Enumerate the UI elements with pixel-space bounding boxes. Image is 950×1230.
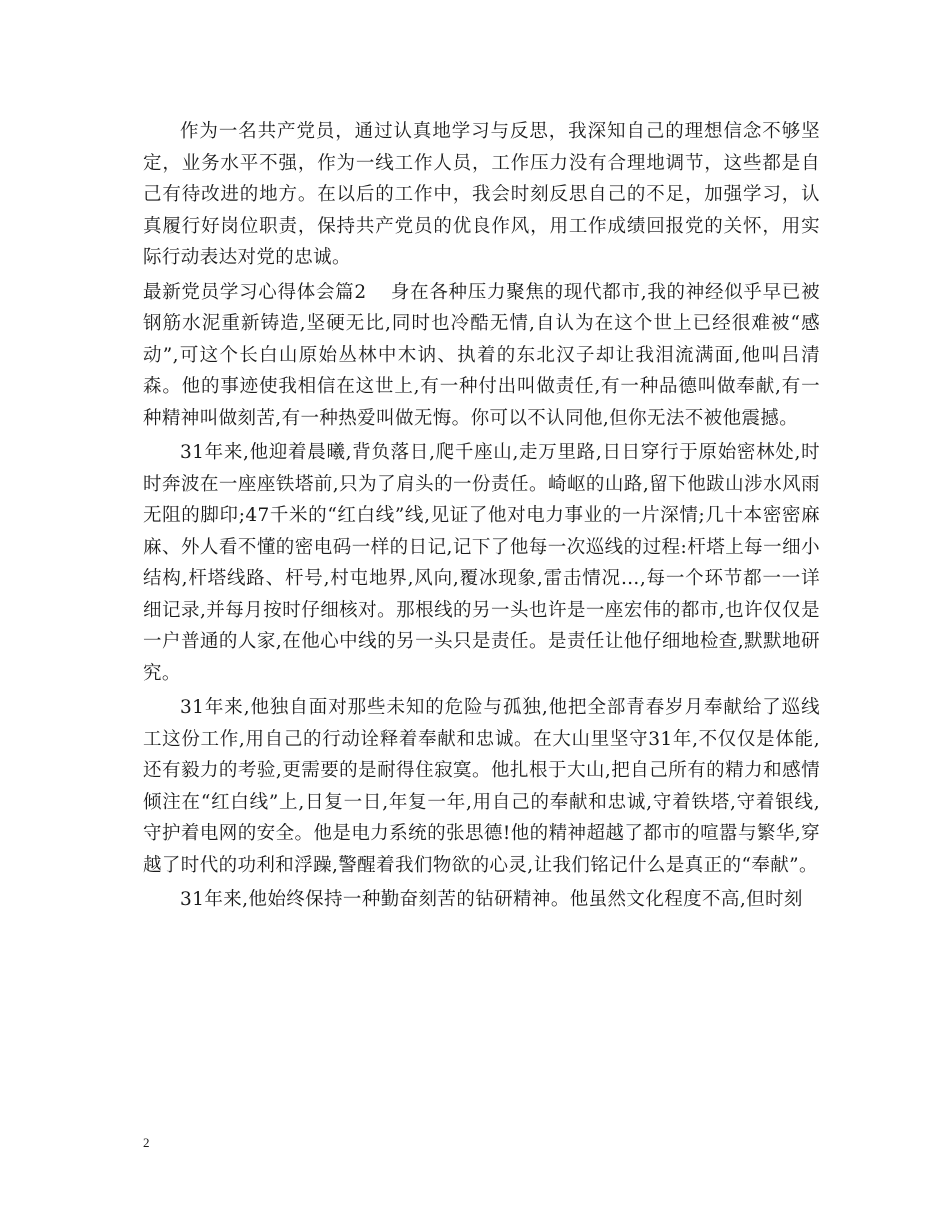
paragraph-text: 31年来,他独自面对那些未知的危险与孤独,他把全部青春岁月奉献给了巡线工这份工作,用自己的行动诠释着奉献和忠诚。在大山里坚守31年,不仅仅是体能,还有毅力的考验,更需要的是耐得住寂寞。他扎根于大山,把自己所有的精力和感情倾注在“红白线”上,日复一日,年复一年,用自己的奉献和忠诚,守着铁塔,守着银线,守护着电网的安全。他是电力系统的张思德!他的精神超越了都市的喧嚣与繁华,穿越了时代的功利和浮躁,警醒着我们物欲的心灵,让我们铭记什么是真正的“奉献”。 [143,697,820,876]
paragraph-reflection [143,116,820,274]
paragraph-31-years-dedication [143,692,820,881]
paragraph-text: 身在各种压力聚焦的现代都市,我的神经似乎早已被钢筋水泥重新铸造,坚硬无比,同时也冷酷无情,自认为在这个世上已经很难被“感动”,可这个长白山原始丛林中木讷、执着的东北汉子却让我泪流满面,他叫吕清森。他的事迹使我相信在这世上,有一种付出叫做责任,有一种品德叫做奉献,有一种精神叫做刻苦,有一种热爱叫做无悔。你可以不认同他,但你无法不被他震撼。 [143,281,820,429]
paragraph-31-years-study [143,884,820,916]
paragraph-text: 31年来,他迎着晨曦,背负落日,爬千座山,走万里路,日日穿行于原始密林处,时时奔波在一座座铁塔前,只为了肩头的一份责任。崎岖的山路,留下他跋山涉水风雨无阻的脚印;47千米的“红白线”线,见证了他对电力事业的一片深情;几十本密密麻麻、外人看不懂的密电码一样的日记,记下了他每一次巡线的过程:杆塔上每一细小结构,杆塔线路、杆号,村屯地界,风向,覆冰现象,雷击情况…,每一个环节都一一详细记录,并每月按时仔细核对。那根线的另一头也许是一座宏伟的都市,也许仅仅是一户普通的人家,在他心中线的另一头只是责任。是责任让他仔细地检查,默默地研究。 [143,442,820,684]
document-body [143,116,820,916]
page-number: 2 [143,1135,150,1150]
paragraph-text: 作为一名共产党员，通过认真地学习与反思，我深知自己的理想信念不够坚定，业务水平不强，作为一线工作人员，工作压力没有合理地调节，这些都是自己有待改进的地方。在以后的工作中，我会时刻反思自己的不足，加强学习，认真履行好岗位职责，保持共产党员的优良作风，用工作成绩回报党的关怀，用实际行动表达对党的忠诚。 [143,121,820,268]
section-heading: 最新党员学习心得体会篇2 [143,281,367,303]
paragraph-text: 31年来,他始终保持一种勤奋刻苦的钻研精神。他虽然文化程度不高,但时刻 [180,889,803,910]
paragraph-section-2 [143,277,820,435]
paragraph-31-years-patrol [143,437,820,689]
